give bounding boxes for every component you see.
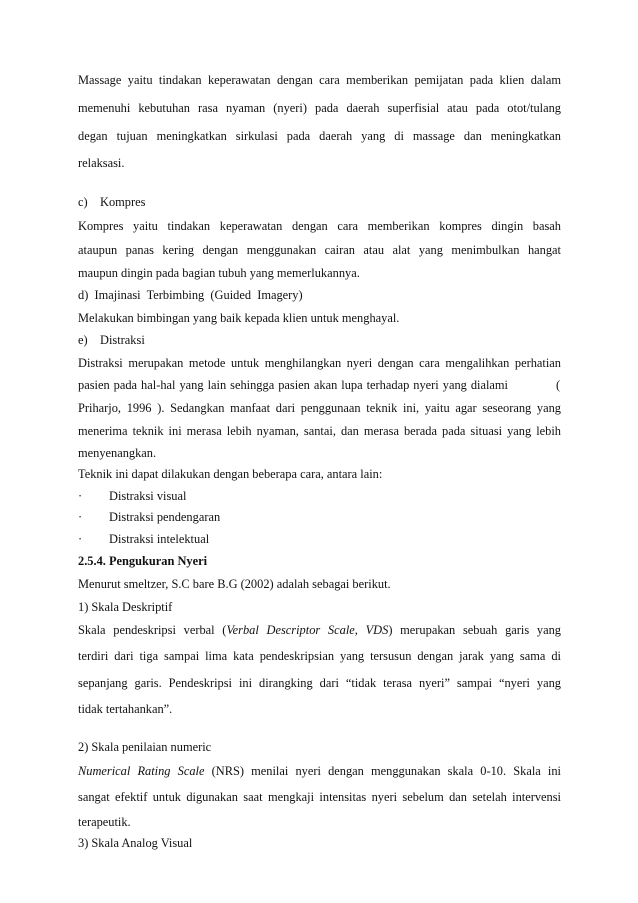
skala-1-line-3: sepanjang garis. Pendeskripsi ini dirangking dari “tidak terasa nyeri” sampai “nyeri yang (78, 676, 561, 690)
skala-1-line-1-a: Skala pendeskripsi verbal ( (78, 623, 227, 637)
kompres-heading: c) Kompres (78, 195, 146, 209)
skala-2-line-1-b: (NRS) menilai nyeri dengan menggunakan skala 0-10. Skala ini (204, 764, 562, 778)
kompres-line-2: ataupun panas kering dengan menggunakan cairan atau alat yang menimbulkan hangat (78, 243, 561, 257)
skala-3-heading: 3) Skala Analog Visual (78, 836, 193, 850)
bullet-marker: · (78, 510, 83, 524)
massage-line-4: relaksasi. (78, 156, 125, 170)
massage-line-3: degan tujuan meningkatkan sirkulasi pada daerah yang di massage dan meningkatkan (78, 129, 561, 143)
skala-2-line-1-em: Numerical Rating Scale (78, 764, 205, 778)
distraksi-line-1: Distraksi merupakan metode untuk menghilangkan nyeri dengan cara mengalihkan perhatian (78, 356, 561, 370)
skala-2-line-2: sangat efektif untuk digunakan saat mengkaji intensitas nyeri sebelum dan setelah intervensi (78, 790, 561, 804)
skala-1-line-4: tidak tertahankan”. (78, 702, 173, 716)
massage-line-2: memenuhi kebutuhan rasa nyaman (nyeri) pada daerah superfisial atau pada otot/tulang (78, 101, 561, 115)
skala-1-heading: 1) Skala Deskriptif (78, 600, 173, 614)
imajinasi-heading: d) Imajinasi Terbimbing (Guided Imagery) (78, 288, 303, 302)
skala-1-line-2: terdiri dari tiga sampai lima kata pendeskripsian yang tersusun dengan jarak yang sama di (78, 649, 561, 663)
imajinasi-line-1: Melakukan bimbingan yang baik kepada klien untuk menghayal. (78, 311, 400, 325)
distraksi-line-4: menerima teknik ini merasa lebih nyaman, santai, dan merasa berada pada situasi yang lebih (78, 424, 561, 438)
massage-line-1: Massage yaitu tindakan keperawatan dengan cara memberikan pemijatan pada klien dalam (78, 73, 561, 87)
skala-2-line-3: terapeutik. (78, 815, 131, 829)
skala-1-line-1-b: ) merupakan sebuah garis yang (388, 623, 561, 637)
distraksi-line-5: menyenangkan. (78, 446, 157, 460)
pengukuran-heading: 2.5.4. Pengukuran Nyeri (78, 554, 208, 568)
kompres-line-1: Kompres yaitu tindakan keperawatan dengan cara memberikan kompres dingin basah (78, 219, 561, 233)
distraksi-line-2: pasien pada hal-hal yang lain sehingga pasien akan lupa terhadap nyeri yang dialami (78, 378, 508, 392)
distraksi-line-6: Teknik ini dapat dilakukan dengan beberapa cara, antara lain: (78, 467, 383, 481)
skala-2-line-1 (78, 761, 561, 781)
bullet-item-visual: Distraksi visual (109, 489, 187, 503)
distraksi-line-3: Priharjo, 1996 ). Sedangkan manfaat dari penggunaan teknik ini, yaitu agar seseorang yang (78, 401, 561, 415)
bullet-marker: · (78, 489, 83, 503)
skala-2-heading: 2) Skala penilaian numeric (78, 740, 212, 754)
bullet-item-intelektual: Distraksi intelektual (109, 532, 210, 546)
bullet-marker: · (78, 532, 83, 546)
kompres-line-3: maupun dingin pada bagian tubuh yang memerlukannya. (78, 266, 360, 280)
distraksi-line-2-bracket: ( (556, 378, 561, 392)
bullet-item-pendengaran: Distraksi pendengaran (109, 510, 221, 524)
pengukuran-line-1: Menurut smeltzer, S.C bare B.G (2002) adalah sebagai berikut. (78, 577, 391, 591)
skala-1-line-1 (78, 620, 561, 640)
skala-1-line-1-em: Verbal Descriptor Scale, VDS (226, 623, 389, 637)
distraksi-heading: e) Distraksi (78, 333, 145, 347)
